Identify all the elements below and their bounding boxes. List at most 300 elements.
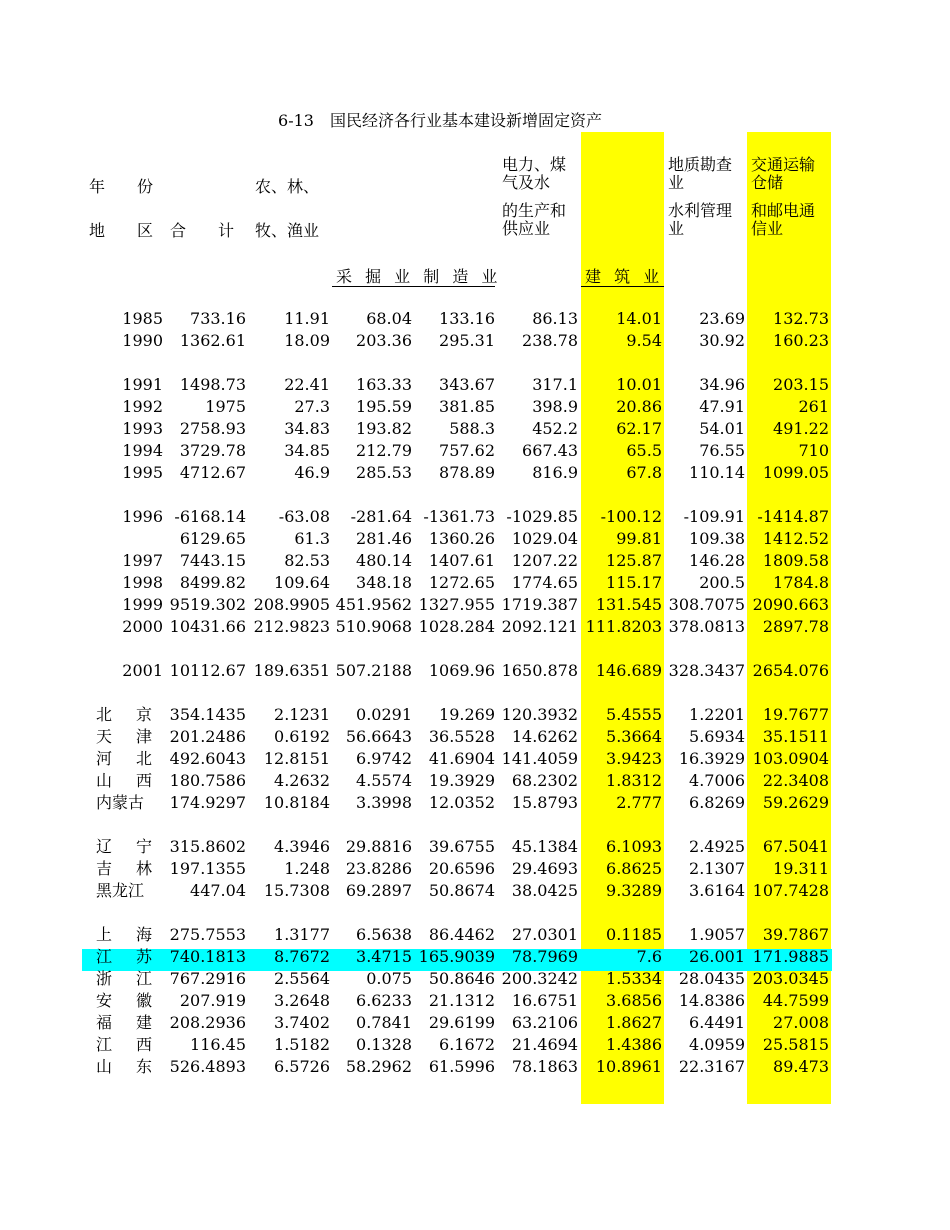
cell-transport: 203.15	[773, 375, 829, 394]
cell-construction: 111.8203	[585, 617, 662, 636]
cell-agriculture: 6.5726	[274, 1057, 330, 1076]
cell-geology-water: 2.4925	[689, 837, 745, 856]
cell-geology-water: 1.9057	[689, 925, 745, 944]
cell-transport: 22.3408	[762, 771, 829, 790]
cell-geology-water: 146.28	[689, 551, 745, 570]
cell-agriculture: 212.9823	[253, 617, 330, 636]
table-row	[0, 374, 950, 396]
cell-agriculture: 15.7308	[263, 881, 330, 900]
cell-geology-water: 54.01	[699, 419, 745, 438]
cell-agriculture: 208.9905	[253, 595, 330, 614]
cell-manufacturing: 36.5528	[428, 727, 495, 746]
year-label-cell: 1985	[122, 309, 163, 328]
region-label: 江西	[96, 1035, 152, 1054]
geo-header-line1: 地质勘查业	[668, 155, 733, 192]
table-row	[0, 528, 950, 550]
year-label-cell: 1990	[122, 331, 163, 350]
cell-construction: 1.5334	[606, 969, 662, 988]
cell-mining: 56.6643	[345, 727, 412, 746]
cell-agriculture: 27.3	[294, 397, 330, 416]
cell-mining: 29.8816	[345, 837, 412, 856]
cell-utilities: 27.0301	[511, 925, 578, 944]
cell-manufacturing: 133.16	[439, 309, 495, 328]
cell-agriculture: 189.6351	[253, 661, 330, 680]
mining-manufacturing-header: 采 掘 业 制 造 业	[336, 267, 502, 286]
cell-geology-water: 378.0813	[668, 617, 745, 636]
cell-construction: 0.1185	[606, 925, 662, 944]
transport-header-line2: 和邮电通信业	[751, 201, 816, 238]
cell-construction: 6.1093	[606, 837, 662, 856]
table-row	[0, 330, 950, 352]
cell-mining: 507.2188	[335, 661, 412, 680]
cell-total: 492.6043	[169, 749, 246, 768]
cell-total: 447.04	[190, 881, 246, 900]
cell-total: 740.1813	[169, 947, 246, 966]
cell-geology-water: 308.7075	[668, 595, 745, 614]
cell-geology-water: 1.2201	[689, 705, 745, 724]
cell-utilities: 68.2302	[511, 771, 578, 790]
cell-construction: 7.6	[636, 947, 662, 966]
cell-total: 1362.61	[179, 331, 246, 350]
cell-mining: 193.82	[356, 419, 412, 438]
cell-utilities: 16.6751	[511, 991, 578, 1010]
cell-agriculture: 1.248	[284, 859, 330, 878]
cell-agriculture: 4.3946	[274, 837, 330, 856]
cell-manufacturing: 1407.61	[428, 551, 495, 570]
region-label: 吉林	[96, 859, 152, 878]
cell-transport: 107.7428	[752, 881, 829, 900]
cell-mining: 348.18	[356, 573, 412, 592]
utility-header-line1: 电力、煤气及水	[502, 155, 567, 192]
cell-geology-water: 76.55	[699, 441, 745, 460]
cell-mining: 451.9562	[335, 595, 412, 614]
cell-mining: -281.64	[350, 507, 412, 526]
cell-mining: 0.7841	[356, 1013, 412, 1032]
table-row	[0, 1034, 950, 1056]
cell-mining: 0.1328	[356, 1035, 412, 1054]
cell-manufacturing: 588.3	[449, 419, 495, 438]
table-row	[0, 1056, 950, 1078]
cell-construction: 9.3289	[606, 881, 662, 900]
cell-construction: -100.12	[600, 507, 662, 526]
cell-mining: 23.8286	[345, 859, 412, 878]
cell-total: 7443.15	[179, 551, 246, 570]
cell-transport: 103.0904	[752, 749, 829, 768]
cell-utilities: 29.4693	[511, 859, 578, 878]
cell-utilities: -1029.85	[506, 507, 578, 526]
cell-manufacturing: 50.8646	[428, 969, 495, 988]
cell-manufacturing: 878.89	[439, 463, 495, 482]
cell-construction: 10.8961	[595, 1057, 662, 1076]
cell-total: 3729.78	[179, 441, 246, 460]
cell-utilities: 1719.387	[501, 595, 578, 614]
table-row	[0, 990, 950, 1012]
cell-manufacturing: -1361.73	[423, 507, 495, 526]
cell-transport: 39.7867	[762, 925, 829, 944]
cell-utilities: 21.4694	[511, 1035, 578, 1054]
cell-geology-water: -109.91	[683, 507, 745, 526]
cell-total: 180.7586	[169, 771, 246, 790]
cell-utilities: 1029.04	[511, 529, 578, 548]
region-label: 山西	[96, 771, 152, 790]
table-row	[0, 726, 950, 748]
cell-mining: 0.075	[366, 969, 412, 988]
cell-total: 10112.67	[169, 661, 246, 680]
cell-manufacturing: 21.1312	[428, 991, 495, 1010]
table-row	[0, 924, 950, 946]
cell-agriculture: 22.41	[284, 375, 330, 394]
cell-geology-water: 47.91	[699, 397, 745, 416]
cell-transport: 1412.52	[762, 529, 829, 548]
cell-construction: 20.86	[616, 397, 662, 416]
table-row	[0, 792, 950, 814]
cell-total: 197.1355	[169, 859, 246, 878]
year-label-cell: 2000	[122, 617, 163, 636]
table-row	[0, 748, 950, 770]
cell-agriculture: 18.09	[284, 331, 330, 350]
cell-agriculture: 3.2648	[274, 991, 330, 1010]
cell-transport: 2654.076	[752, 661, 829, 680]
cell-geology-water: 4.0959	[689, 1035, 745, 1054]
cell-mining: 510.9068	[335, 617, 412, 636]
cell-construction: 115.17	[606, 573, 662, 592]
cell-total: 733.16	[190, 309, 246, 328]
cell-utilities: 63.2106	[511, 1013, 578, 1032]
cell-manufacturing: 61.5996	[428, 1057, 495, 1076]
cell-transport: 1099.05	[762, 463, 829, 482]
cell-agriculture: 34.83	[284, 419, 330, 438]
cell-construction: 5.4555	[606, 705, 662, 724]
cell-manufacturing: 757.62	[439, 441, 495, 460]
cell-geology-water: 4.7006	[689, 771, 745, 790]
agri-header-line2: 牧、渔业	[255, 221, 320, 240]
cell-agriculture: 8.7672	[274, 947, 330, 966]
cell-mining: 69.2897	[345, 881, 412, 900]
table-title: 6-13 国民经济各行业基本建设新增固定资产	[278, 111, 602, 130]
cell-agriculture: 12.8151	[263, 749, 330, 768]
region-label: 浙江	[96, 969, 152, 988]
table-row	[0, 858, 950, 880]
cell-utilities: 120.3932	[501, 705, 578, 724]
cell-geology-water: 22.3167	[678, 1057, 745, 1076]
cell-mining: 281.46	[356, 529, 412, 548]
region-label: 福建	[96, 1013, 152, 1032]
region-label: 上海	[96, 925, 152, 944]
cell-total: 208.2936	[169, 1013, 246, 1032]
cell-total: -6168.14	[174, 507, 246, 526]
cell-agriculture: -63.08	[278, 507, 330, 526]
table-row	[0, 968, 950, 990]
cell-geology-water: 328.3437	[668, 661, 745, 680]
cell-agriculture: 1.5182	[274, 1035, 330, 1054]
year-label-cell: 1997	[122, 551, 163, 570]
cell-construction: 9.54	[626, 331, 662, 350]
cell-mining: 4.5574	[356, 771, 412, 790]
cell-manufacturing: 19.269	[439, 705, 495, 724]
cell-agriculture: 3.7402	[274, 1013, 330, 1032]
cell-agriculture: 2.5564	[274, 969, 330, 988]
cell-construction: 62.17	[616, 419, 662, 438]
cell-total: 4712.67	[179, 463, 246, 482]
cell-total: 1498.73	[179, 375, 246, 394]
cell-transport: 132.73	[773, 309, 829, 328]
year-label-cell: 1993	[122, 419, 163, 438]
cell-manufacturing: 295.31	[439, 331, 495, 350]
cell-transport: 2090.663	[752, 595, 829, 614]
cell-transport: 67.5041	[762, 837, 829, 856]
cell-transport: 1784.8	[773, 573, 829, 592]
cell-manufacturing: 41.6904	[428, 749, 495, 768]
year-label-cell: 1991	[122, 375, 163, 394]
cell-agriculture: 10.8184	[263, 793, 330, 812]
region-label: 河北	[96, 749, 152, 768]
cell-agriculture: 46.9	[294, 463, 330, 482]
table-row	[0, 770, 950, 792]
cell-transport: 19.7677	[762, 705, 829, 724]
cell-manufacturing: 86.4462	[428, 925, 495, 944]
cell-transport: 44.7599	[762, 991, 829, 1010]
total-label: 合 计	[170, 221, 235, 240]
cell-construction: 5.3664	[606, 727, 662, 746]
cell-mining: 68.04	[366, 309, 412, 328]
cell-agriculture: 0.6192	[274, 727, 330, 746]
region-label: 江苏	[96, 947, 152, 966]
cell-geology-water: 34.96	[699, 375, 745, 394]
cell-mining: 0.0291	[356, 705, 412, 724]
cell-mining: 203.36	[356, 331, 412, 350]
cell-manufacturing: 381.85	[439, 397, 495, 416]
cell-construction: 1.8312	[606, 771, 662, 790]
table-row	[0, 946, 950, 968]
cell-manufacturing: 6.1672	[439, 1035, 495, 1054]
region-label: 辽宁	[96, 837, 152, 856]
cell-manufacturing: 19.3929	[428, 771, 495, 790]
cell-total: 6129.65	[179, 529, 246, 548]
cell-transport: 19.311	[773, 859, 829, 878]
cell-utilities: 816.9	[532, 463, 578, 482]
cell-utilities: 15.8793	[511, 793, 578, 812]
year-label: 年 份	[89, 177, 154, 196]
table-row	[0, 616, 950, 638]
cell-total: 201.2486	[169, 727, 246, 746]
table-row	[0, 396, 950, 418]
cell-total: 9519.302	[169, 595, 246, 614]
region-label: 天津	[96, 727, 152, 746]
cell-total: 526.4893	[169, 1057, 246, 1076]
cell-total: 354.1435	[169, 705, 246, 724]
cell-geology-water: 200.5	[699, 573, 745, 592]
cell-manufacturing: 29.6199	[428, 1013, 495, 1032]
table-row	[0, 506, 950, 528]
cell-construction: 131.545	[595, 595, 662, 614]
cell-total: 315.8602	[169, 837, 246, 856]
cell-agriculture: 4.2632	[274, 771, 330, 790]
cell-utilities: 317.1	[532, 375, 578, 394]
year-label-cell: 1995	[122, 463, 163, 482]
region-label: 黑龙江	[96, 881, 145, 900]
cell-construction: 99.81	[616, 529, 662, 548]
region-label: 安徽	[96, 991, 152, 1010]
cell-manufacturing: 39.6755	[428, 837, 495, 856]
cell-construction: 2.777	[616, 793, 662, 812]
cell-utilities: 398.9	[532, 397, 578, 416]
cell-geology-water: 16.3929	[678, 749, 745, 768]
cell-manufacturing: 343.67	[439, 375, 495, 394]
table-row	[0, 440, 950, 462]
cell-utilities: 86.13	[532, 309, 578, 328]
cell-geology-water: 5.6934	[689, 727, 745, 746]
region-label: 内蒙古	[96, 793, 145, 812]
cell-transport: 59.2629	[762, 793, 829, 812]
cell-construction: 1.8627	[606, 1013, 662, 1032]
cell-manufacturing: 12.0352	[428, 793, 495, 812]
cell-construction: 65.5	[626, 441, 662, 460]
cell-transport: -1414.87	[757, 507, 829, 526]
year-label-cell: 1998	[122, 573, 163, 592]
utility-header-line2: 的生产和供应业	[502, 201, 567, 238]
construction-header: 建 筑 业	[585, 267, 664, 286]
cell-geology-water: 14.8386	[678, 991, 745, 1010]
cell-utilities: 1774.65	[511, 573, 578, 592]
cell-manufacturing: 1360.26	[428, 529, 495, 548]
cell-total: 116.45	[190, 1035, 246, 1054]
cell-transport: 2897.78	[762, 617, 829, 636]
agri-header-line1: 农、林、	[255, 177, 320, 196]
cell-agriculture: 11.91	[284, 309, 330, 328]
cell-manufacturing: 1327.955	[418, 595, 495, 614]
cell-geology-water: 23.69	[699, 309, 745, 328]
cell-construction: 3.9423	[606, 749, 662, 768]
cell-mining: 163.33	[356, 375, 412, 394]
table-row	[0, 572, 950, 594]
table-row	[0, 704, 950, 726]
cell-mining: 480.14	[356, 551, 412, 570]
cell-geology-water: 6.8269	[689, 793, 745, 812]
cell-geology-water: 3.6164	[689, 881, 745, 900]
cell-total: 2758.93	[179, 419, 246, 438]
cell-total: 8499.82	[179, 573, 246, 592]
cell-construction: 146.689	[595, 661, 662, 680]
cell-manufacturing: 1069.96	[428, 661, 495, 680]
transport-header-line1: 交通运输仓储	[751, 155, 816, 192]
cell-utilities: 78.1863	[511, 1057, 578, 1076]
table-row	[0, 836, 950, 858]
cell-agriculture: 61.3	[294, 529, 330, 548]
geo-header-line2: 水利管理业	[668, 201, 733, 238]
cell-agriculture: 1.3177	[274, 925, 330, 944]
cell-mining: 6.9742	[356, 749, 412, 768]
region-label: 山东	[96, 1057, 152, 1076]
cell-transport: 710	[798, 441, 829, 460]
cell-transport: 27.008	[773, 1013, 829, 1032]
cell-construction: 14.01	[616, 309, 662, 328]
cell-geology-water: 30.92	[699, 331, 745, 350]
cell-mining: 212.79	[356, 441, 412, 460]
cell-agriculture: 34.85	[284, 441, 330, 460]
cell-geology-water: 109.38	[689, 529, 745, 548]
cell-total: 767.2916	[169, 969, 246, 988]
cell-transport: 171.9885	[752, 947, 829, 966]
cell-mining: 58.2962	[345, 1057, 412, 1076]
year-label-cell: 2001	[122, 661, 163, 680]
year-label-cell: 1996	[122, 507, 163, 526]
cell-geology-water: 28.0435	[678, 969, 745, 988]
cell-geology-water: 2.1307	[689, 859, 745, 878]
cell-manufacturing: 50.8674	[428, 881, 495, 900]
cell-utilities: 238.78	[522, 331, 578, 350]
cell-mining: 6.5638	[356, 925, 412, 944]
cell-construction: 10.01	[616, 375, 662, 394]
cell-construction: 125.87	[606, 551, 662, 570]
cell-transport: 1809.58	[762, 551, 829, 570]
cell-transport: 261	[798, 397, 829, 416]
cell-total: 207.919	[179, 991, 246, 1010]
cell-total: 275.7553	[169, 925, 246, 944]
cell-total: 1975	[205, 397, 246, 416]
cell-utilities: 1650.878	[501, 661, 578, 680]
cell-construction: 67.8	[626, 463, 662, 482]
table-row	[0, 880, 950, 902]
cell-mining: 3.3998	[356, 793, 412, 812]
cell-mining: 3.4715	[356, 947, 412, 966]
cell-mining: 285.53	[356, 463, 412, 482]
region-label: 地 区	[89, 221, 154, 240]
cell-total: 174.9297	[169, 793, 246, 812]
year-label-cell: 1999	[122, 595, 163, 614]
table-row	[0, 1012, 950, 1034]
cell-agriculture: 2.1231	[274, 705, 330, 724]
cell-transport: 491.22	[773, 419, 829, 438]
table-row	[0, 308, 950, 330]
table-row	[0, 594, 950, 616]
cell-transport: 89.473	[773, 1057, 829, 1076]
region-label: 北京	[96, 705, 152, 724]
cell-utilities: 2092.121	[501, 617, 578, 636]
cell-agriculture: 109.64	[274, 573, 330, 592]
cell-total: 10431.66	[169, 617, 246, 636]
table-row	[0, 418, 950, 440]
cell-utilities: 667.43	[522, 441, 578, 460]
cell-mining: 6.6233	[356, 991, 412, 1010]
cell-utilities: 141.4059	[501, 749, 578, 768]
cell-transport: 203.0345	[752, 969, 829, 988]
cell-transport: 25.5815	[762, 1035, 829, 1054]
year-label-cell: 1994	[122, 441, 163, 460]
cell-geology-water: 6.4491	[689, 1013, 745, 1032]
table-row	[0, 462, 950, 484]
cell-utilities: 38.0425	[511, 881, 578, 900]
cell-manufacturing: 1028.284	[418, 617, 495, 636]
cell-agriculture: 82.53	[284, 551, 330, 570]
cell-utilities: 78.7969	[511, 947, 578, 966]
cell-utilities: 14.6262	[511, 727, 578, 746]
cell-manufacturing: 1272.65	[428, 573, 495, 592]
cell-construction: 3.6856	[606, 991, 662, 1010]
cell-construction: 1.4386	[606, 1035, 662, 1054]
cell-manufacturing: 20.6596	[428, 859, 495, 878]
cell-transport: 160.23	[773, 331, 829, 350]
cell-manufacturing: 165.9039	[418, 947, 495, 966]
cell-mining: 195.59	[356, 397, 412, 416]
year-label-cell: 1992	[122, 397, 163, 416]
cell-utilities: 1207.22	[511, 551, 578, 570]
cell-geology-water: 110.14	[689, 463, 745, 482]
cell-utilities: 45.1384	[511, 837, 578, 856]
cell-utilities: 452.2	[532, 419, 578, 438]
cell-geology-water: 26.001	[689, 947, 745, 966]
table-row	[0, 660, 950, 682]
cell-transport: 35.1511	[762, 727, 829, 746]
